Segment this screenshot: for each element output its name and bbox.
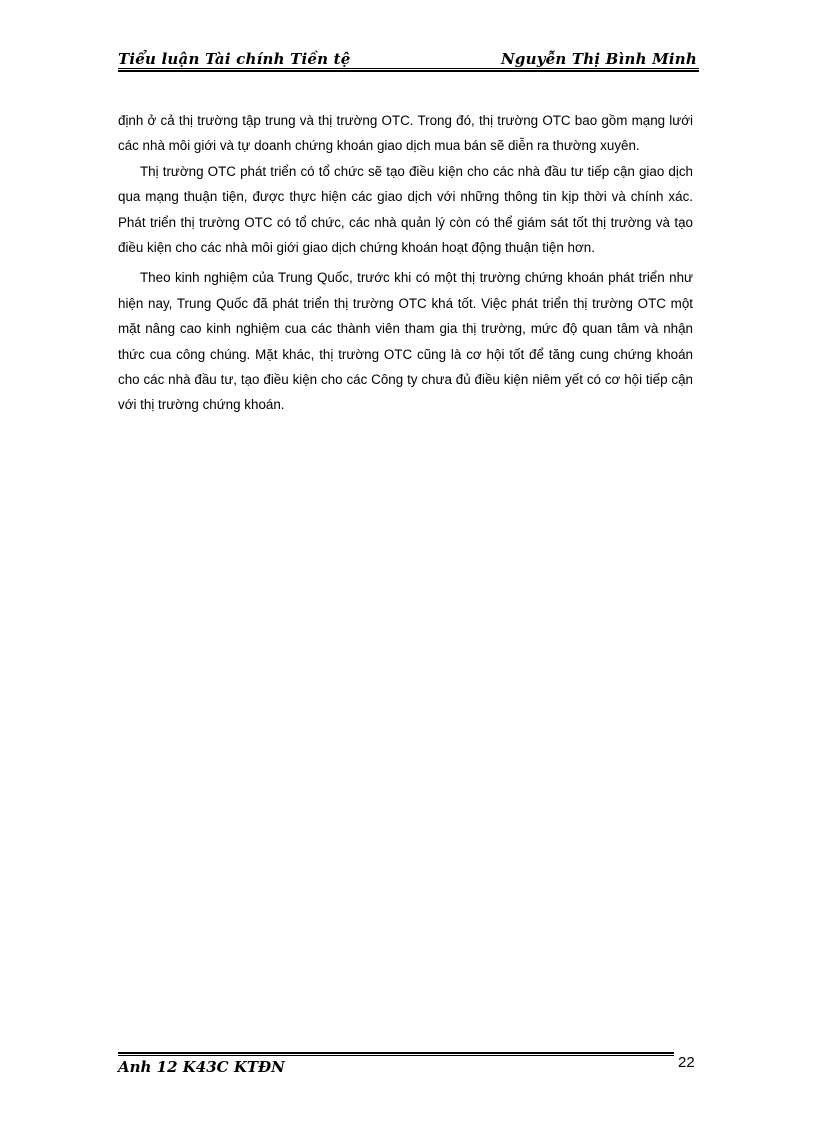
header-rule-thick — [118, 70, 699, 72]
footer-rule-thin — [118, 1055, 674, 1056]
header-author: Nguyễn Thị Bình Minh — [501, 50, 698, 68]
body-paragraph-1: định ở cả thị trường tập trung và thị trường OTC. Trong đó, thị trường OTC bao gồm mạng lưới các nhà môi giới và tự doanh chứng khoán giao dịch mua bán sẽ diễn ra thường xuyên. — [118, 113, 693, 154]
header-rule — [118, 68, 699, 69]
header-title: Tiểu luận Tài chính Tiền tệ — [118, 50, 351, 68]
footer-rule — [118, 1052, 674, 1054]
page-body — [118, 108, 693, 418]
body-paragraph-3: Theo kinh nghiệm của Trung Quốc, trước khi có một thị trường chứng khoán phát triển như hiện nay, Trung Quốc đã phát triển thị trường OTC khá tốt. Việc phát triển thị trường OTC một mặt nâng cao kinh nghiệm cua các thành viên tham gia thị trường, mức độ quan tâm và nhận thức cua công chúng. Mặt khác, thị trường OTC cũng là cơ hội tốt để tăng cung chứng khoán cho các nhà đầu tư, tạo điều kiện cho các Công ty chưa đủ điều kiện niêm yết có cơ hội tiếp cận với thị trường chứng khoán. — [118, 270, 693, 413]
page-number: 22 — [678, 1054, 695, 1071]
footer-class-label: Anh 12 K43C KTĐN — [118, 1058, 285, 1076]
page-header — [118, 50, 698, 70]
body-paragraph-2: Thị trường OTC phát triển có tổ chức sẽ tạo điều kiện cho các nhà đầu tư tiếp cận giao dịch qua mạng thuận tiện, được thực hiện các giao dịch với những thông tin kịp thời và chính xác. Phát triển thị trường OTC có tổ chức, các nhà quản lý còn có thể giám sát tốt thị trường và tạo điều kiện cho các nhà môi giới giao dịch chứng khoán hoạt động thuận tiện hơn. — [118, 163, 693, 256]
